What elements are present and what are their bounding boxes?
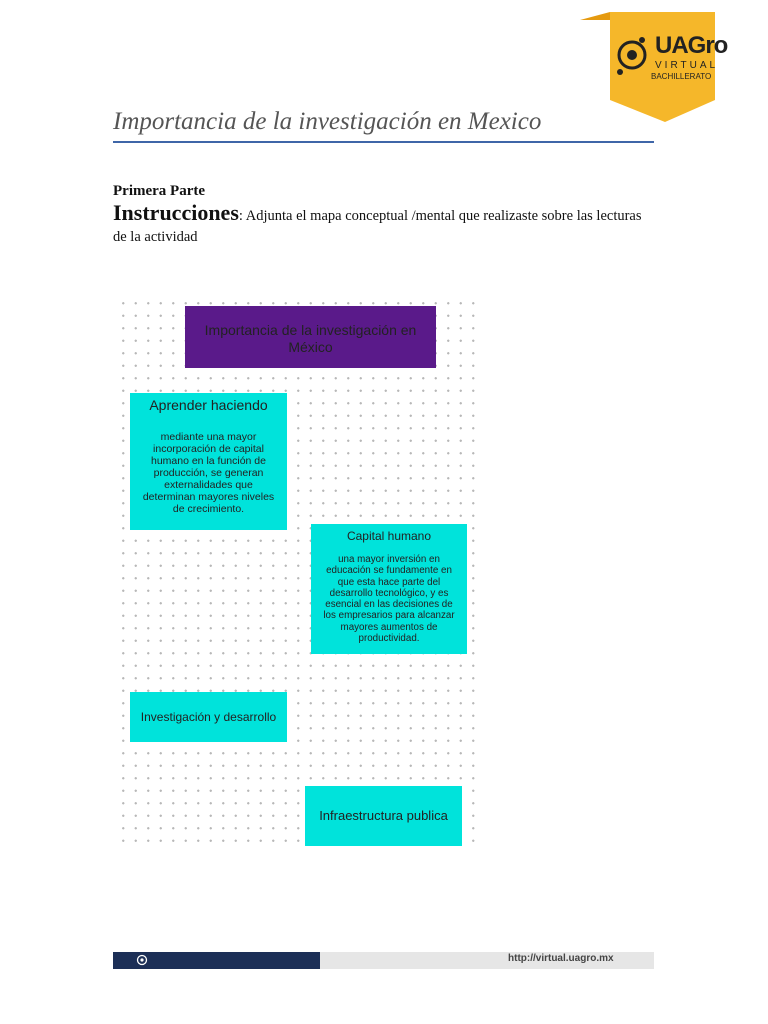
concept-map-main (185, 306, 436, 368)
section-heading: Primera Parte (113, 183, 206, 199)
node-title: Investigación y desarrollo (140, 710, 277, 724)
node-infraestructura-publica (305, 786, 462, 846)
node-title: Capital humano (346, 529, 432, 543)
footer-url[interactable]: http://virtual.uagro.mx (508, 953, 614, 964)
page-title: Importancia de la investigación en Mexico (113, 108, 542, 135)
node-aprender-haciendo (130, 393, 287, 530)
title-divider (113, 141, 654, 143)
instructions-label: Instrucciones (113, 200, 239, 225)
uagro-mini-logo-icon (136, 954, 148, 966)
node-investigacion-desarrollo (130, 692, 287, 742)
logo-name: UAGro (655, 32, 728, 59)
main-title: Importancia de la investigación en México (204, 322, 417, 355)
node-title: Infraestructura publica (319, 808, 448, 823)
node-title: Aprender haciendo (149, 397, 268, 413)
concept-map (113, 293, 475, 848)
instructions (113, 202, 658, 248)
node-text: mediante una mayor incorporación de capital humano en la función de producción, se generan externalidades que determinan mayores niveles de crecimiento. (142, 431, 275, 515)
logo-line2: BACHILLERATO (651, 72, 712, 81)
instructions-text: : Adjunta el mapa conceptual /mental que realizaste sobre las lecturas de la actividad (113, 208, 642, 245)
logo-line1: VIRTUAL (655, 60, 719, 71)
node-capital-humano (311, 524, 467, 654)
node-text: una mayor inversión en educación se fundamente en que esta hace parte del desarrollo tecnológico, y es esencial en las decisiones de los empresarios para alcanzar mayores aumentos de productividad. (323, 554, 455, 645)
